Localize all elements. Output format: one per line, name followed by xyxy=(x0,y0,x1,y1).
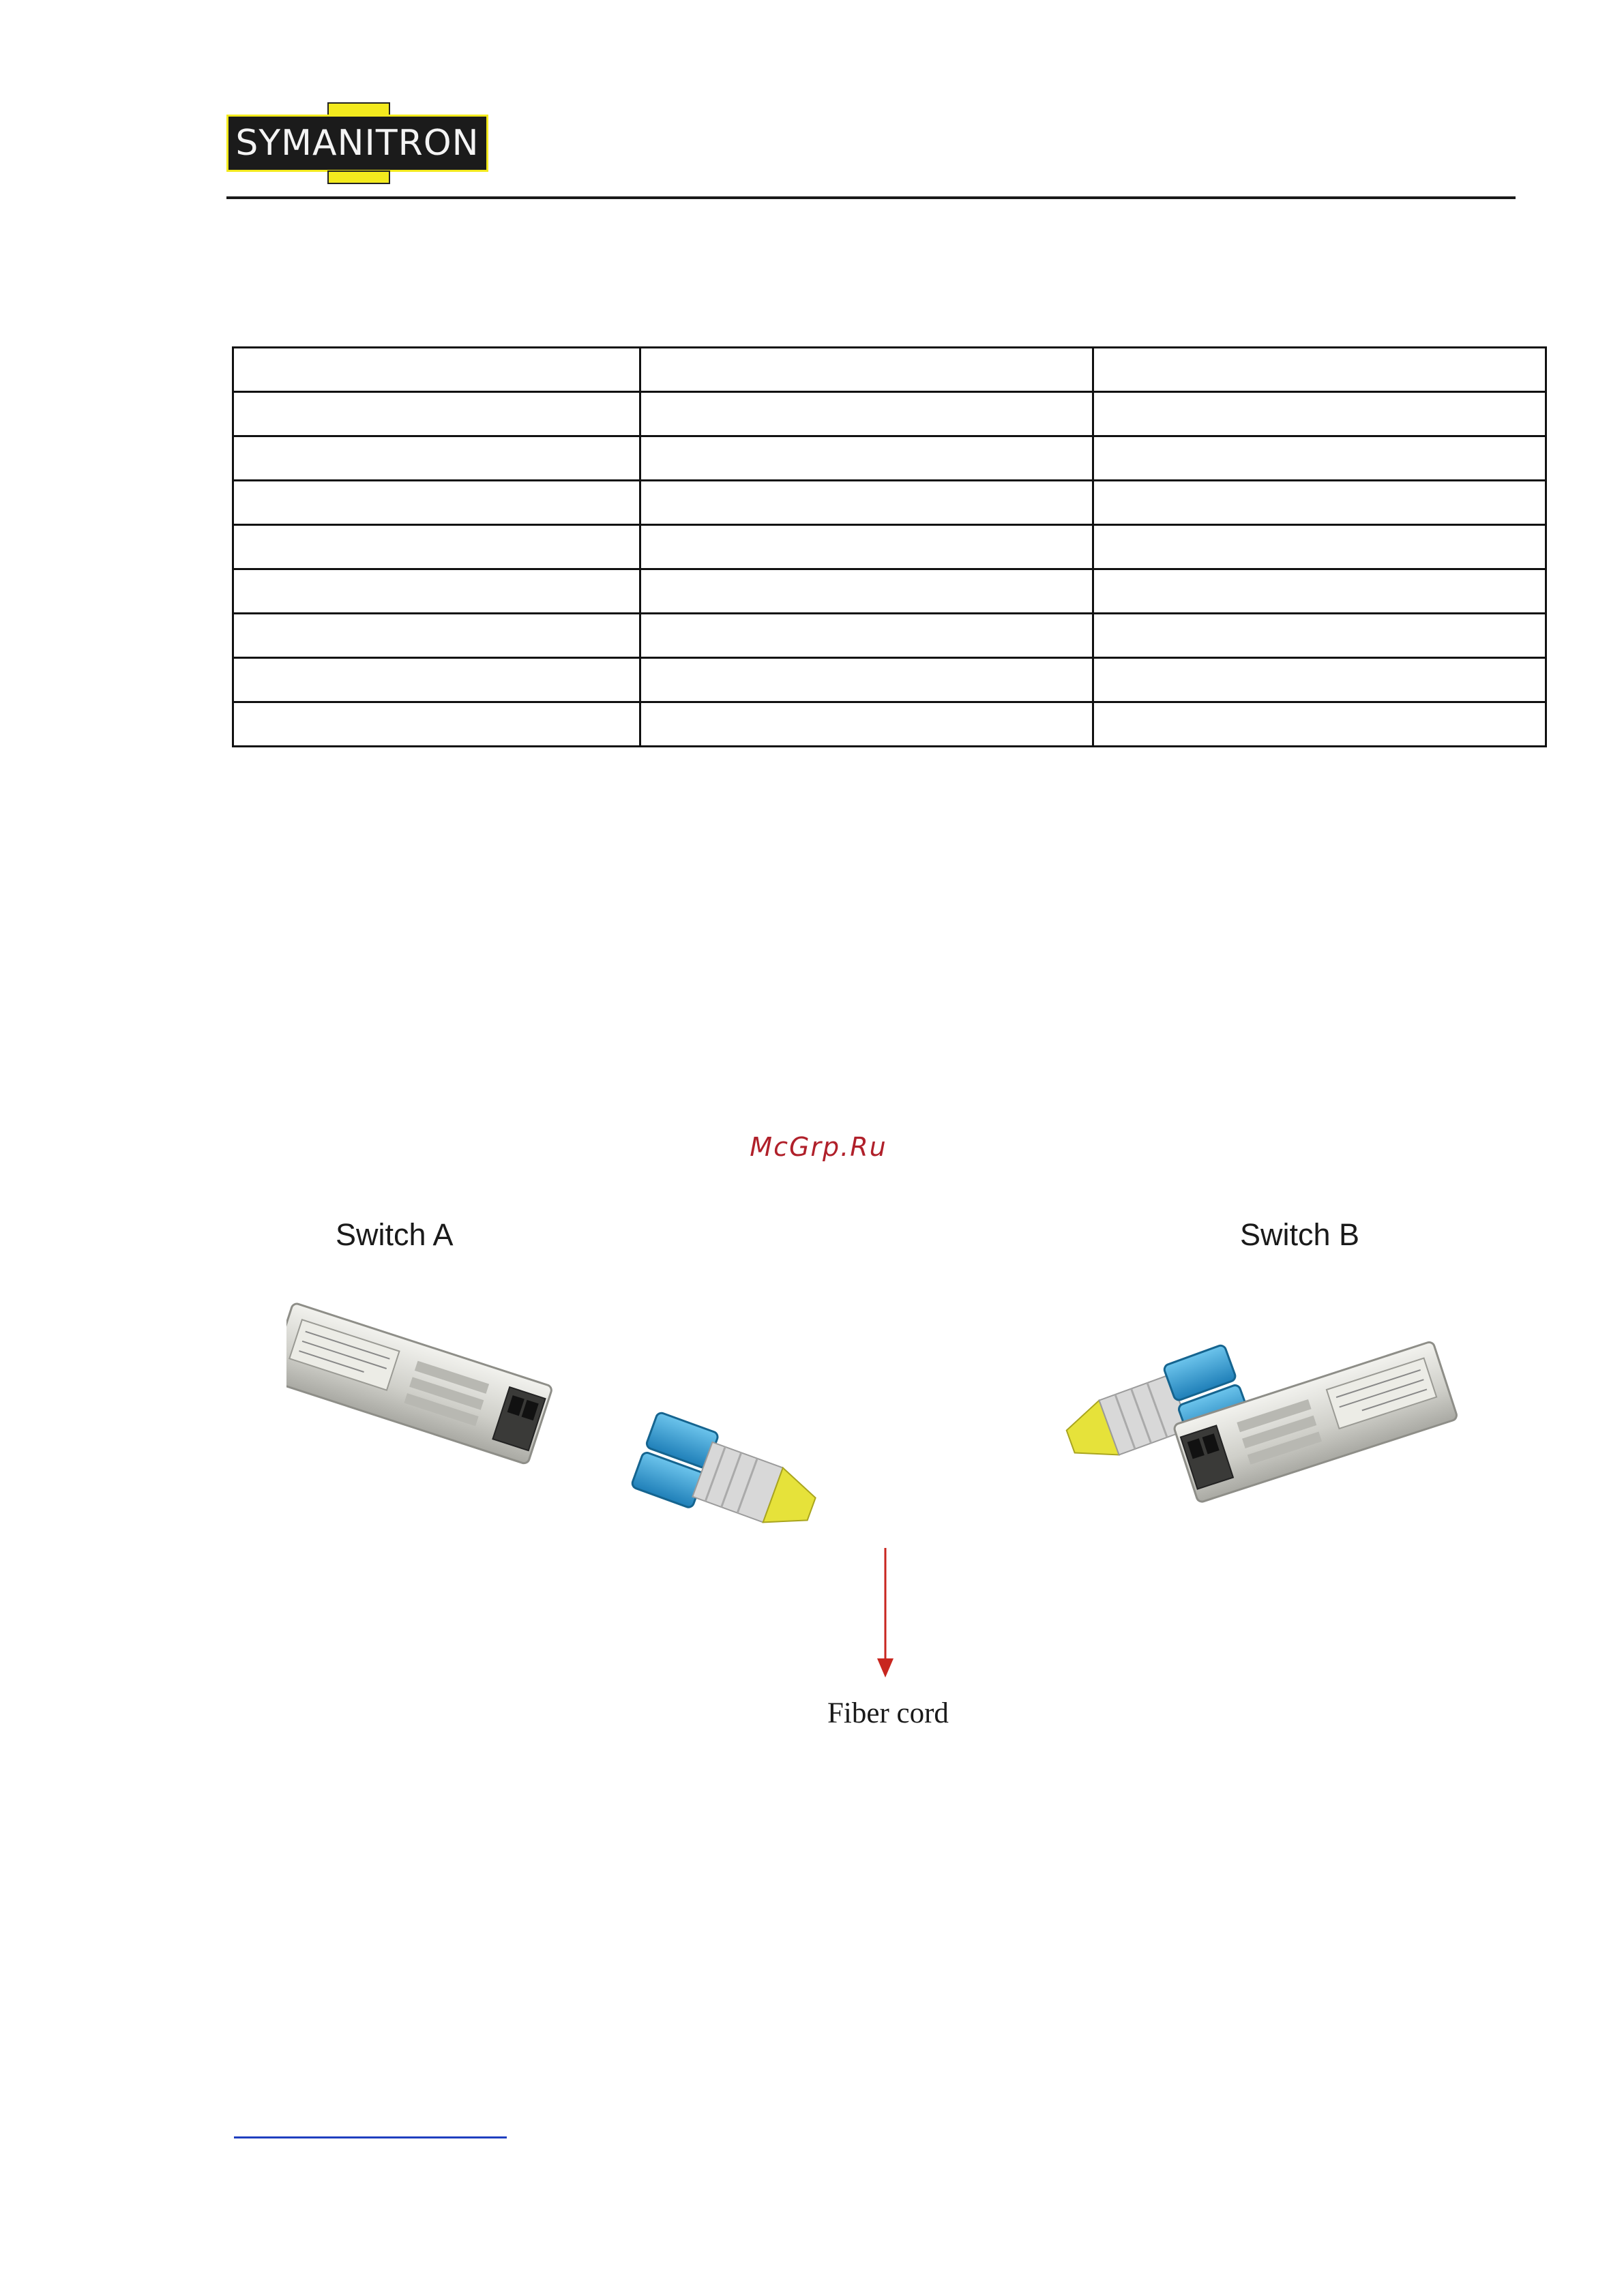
table-row xyxy=(233,348,1546,392)
table-row xyxy=(233,481,1546,525)
sfp-module-a xyxy=(286,1302,552,1465)
table-cell xyxy=(1093,525,1546,569)
watermark: McGrp.Ru xyxy=(750,1132,887,1162)
fiber-connection-figure xyxy=(286,1282,1460,1705)
table-cell xyxy=(640,525,1093,569)
table-row xyxy=(233,569,1546,614)
table-cell xyxy=(640,348,1093,392)
switch-b-label: Switch B xyxy=(1240,1217,1360,1252)
table-cell xyxy=(1093,569,1546,614)
table-cell xyxy=(233,392,640,436)
table-cell xyxy=(233,481,640,525)
lc-connector-left xyxy=(631,1412,825,1547)
table-row xyxy=(233,614,1546,658)
table-cell xyxy=(640,569,1093,614)
table-cell xyxy=(1093,614,1546,658)
table-row xyxy=(233,525,1546,569)
table-cell xyxy=(233,525,640,569)
table-row xyxy=(233,702,1546,747)
table-cell xyxy=(233,658,640,702)
table-cell xyxy=(640,658,1093,702)
table-cell xyxy=(1093,436,1546,481)
table-row xyxy=(233,392,1546,436)
table-row xyxy=(233,658,1546,702)
symanitron-logo xyxy=(226,102,488,184)
table-cell xyxy=(1093,481,1546,525)
table-cell xyxy=(233,436,640,481)
table-cell xyxy=(233,614,640,658)
table-cell xyxy=(1093,658,1546,702)
table-cell xyxy=(1093,392,1546,436)
table-cell xyxy=(640,614,1093,658)
table-cell xyxy=(233,569,640,614)
table-cell xyxy=(1093,348,1546,392)
table-cell xyxy=(640,392,1093,436)
logo-text: SYMANITRON xyxy=(226,115,488,172)
footnote-link-underline[interactable] xyxy=(234,2136,507,2138)
switch-a-label: Switch A xyxy=(336,1217,454,1252)
table-cell xyxy=(233,348,640,392)
spec-table xyxy=(232,346,1547,747)
table-cell xyxy=(1093,702,1546,747)
table-cell xyxy=(640,436,1093,481)
fiber-arrow xyxy=(877,1548,894,1678)
header-divider xyxy=(226,196,1516,199)
fiber-cord-label: Fiber cord xyxy=(827,1697,949,1729)
table-cell xyxy=(640,702,1093,747)
table-cell xyxy=(233,702,640,747)
logo-bar-top xyxy=(327,102,390,116)
table-cell xyxy=(640,481,1093,525)
table-row xyxy=(233,436,1546,481)
logo-bar-bottom xyxy=(327,170,390,184)
